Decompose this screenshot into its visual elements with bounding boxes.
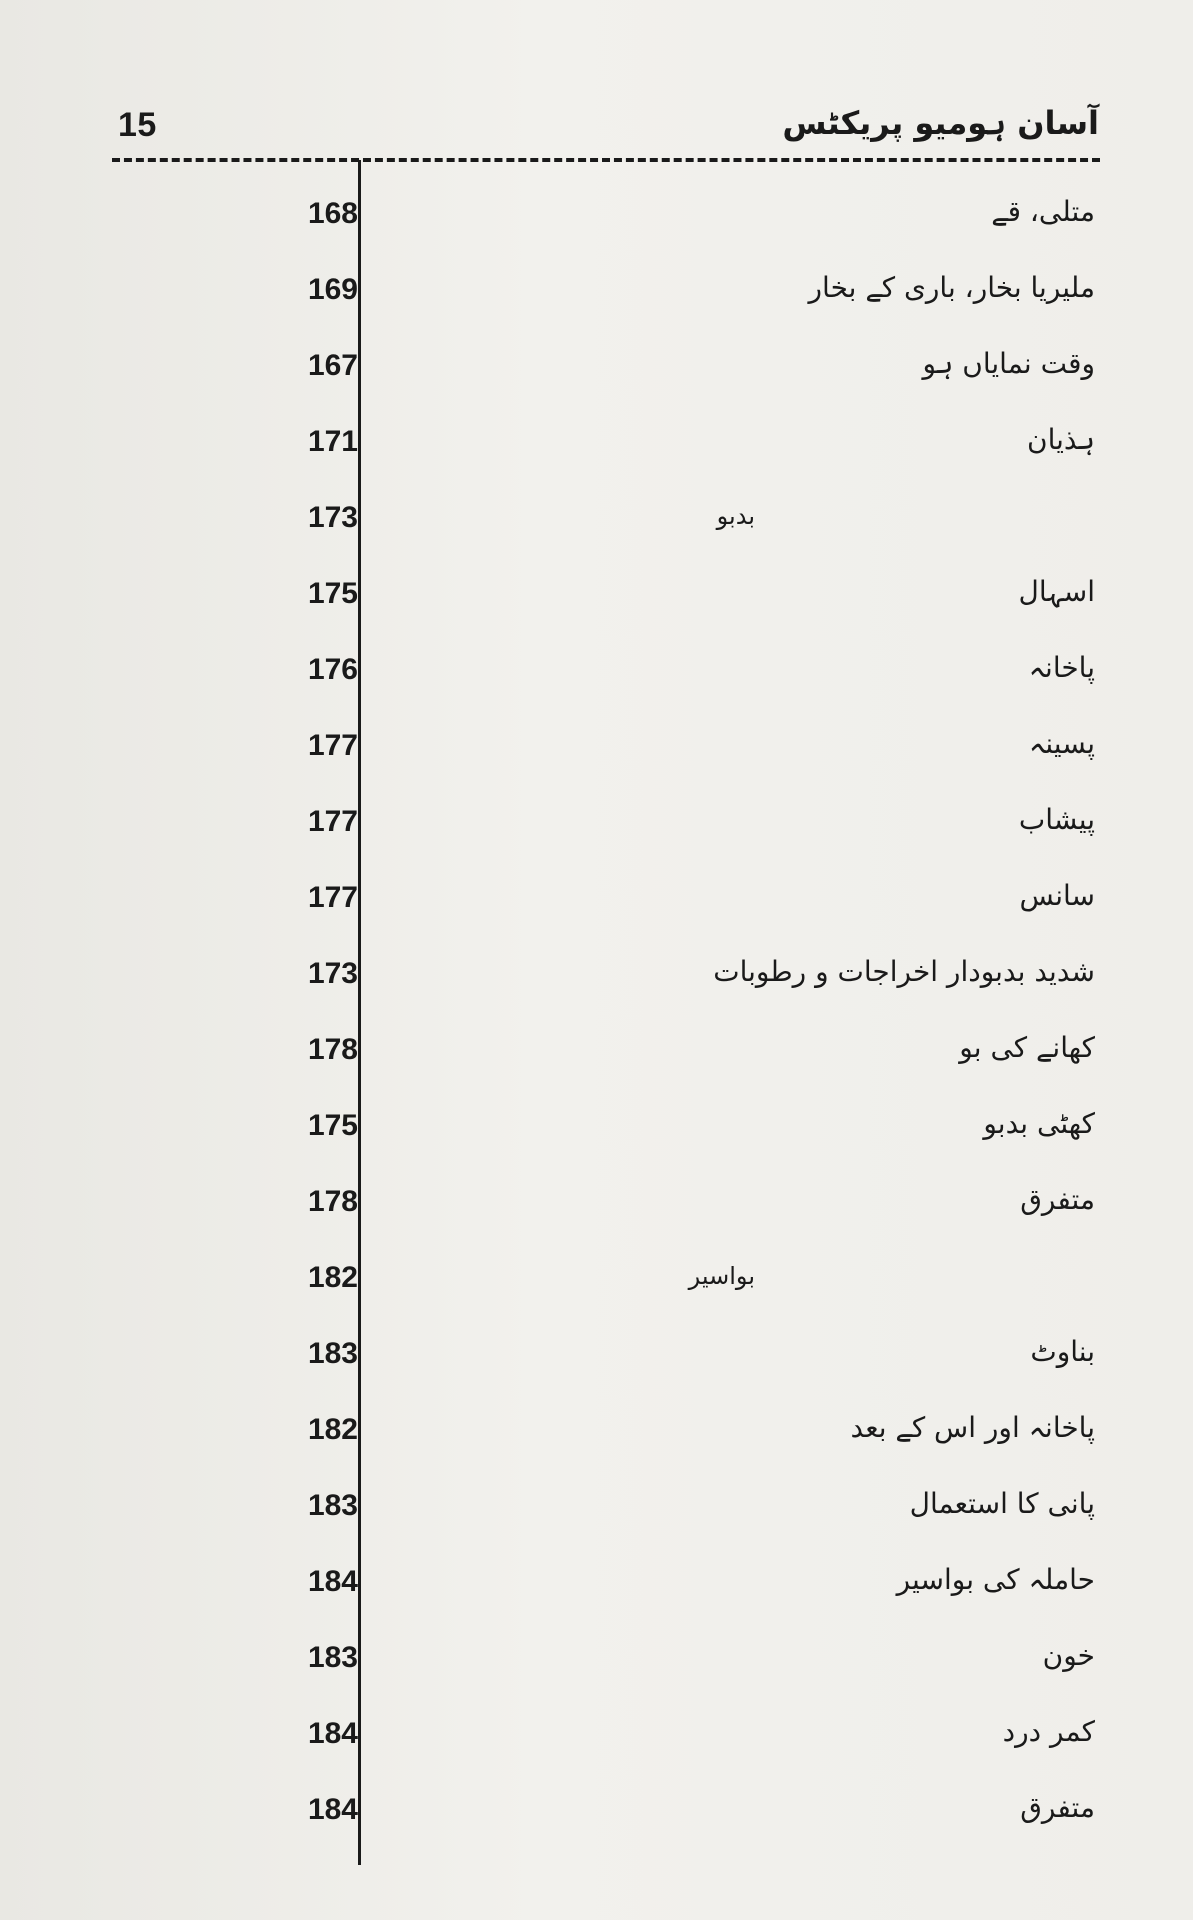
index-entry-page: 184 [307, 1565, 358, 1598]
index-entry-page: 175 [307, 577, 358, 610]
index-entry-page: 173 [307, 501, 358, 534]
index-entry-page: 169 [307, 273, 358, 306]
index-entry-page: 183 [307, 1489, 358, 1522]
index-entry-page: 178 [307, 1185, 358, 1218]
index-entry-page: 178 [307, 1033, 358, 1066]
index-entry-text: بناوٹ [1030, 1335, 1095, 1368]
index-entry-text: کمر درد [1002, 1715, 1095, 1748]
index-row [0, 1478, 1193, 1538]
index-entry-text: متلی، قے [991, 195, 1095, 228]
index-entry-text: ہذیان [1027, 423, 1095, 456]
index-entry-text: پسینہ [1028, 727, 1095, 760]
index-entry-text: پاخانہ اور اس کے بعد [850, 1411, 1095, 1444]
index-row [0, 338, 1193, 398]
index-entry-text: پاخانہ [1028, 651, 1095, 684]
index-row [0, 414, 1193, 474]
index-row [0, 1098, 1193, 1158]
index-entry-page: 177 [307, 729, 358, 762]
index-row [0, 946, 1193, 1006]
index-entry-page: 176 [307, 653, 358, 686]
index-row [0, 566, 1193, 626]
index-entry-page: 184 [307, 1717, 358, 1750]
index-row [0, 262, 1193, 322]
index-entry-text: سانس [1019, 879, 1095, 912]
index-row [0, 1630, 1193, 1690]
index-section-heading: بدبو [716, 502, 755, 530]
index-entry-text: متفرق [1020, 1791, 1095, 1824]
index-entry-page: 182 [307, 1413, 358, 1446]
index-entry-page: 182 [307, 1261, 358, 1294]
index-entry-page: 177 [307, 805, 358, 838]
index-entry-page: 168 [307, 197, 358, 230]
index-entry-page: 183 [307, 1641, 358, 1674]
index-entry-text: ملیریا بخار، باری کے بخار [808, 271, 1095, 304]
index-entry-page: 171 [307, 425, 358, 458]
index-row [0, 1782, 1193, 1842]
index-entry-page: 183 [307, 1337, 358, 1370]
index-row [0, 1554, 1193, 1614]
index-entry-text: خون [1042, 1639, 1095, 1672]
index-row [0, 186, 1193, 246]
index-entry-text: پیشاب [1018, 803, 1095, 836]
index-entry-text: وقت نمایاں ہو [922, 347, 1095, 380]
index-entry-text: متفرق [1020, 1183, 1095, 1216]
index-row [0, 870, 1193, 930]
index-entry-page: 175 [307, 1109, 358, 1142]
index-entry-text: کھانے کی بو [959, 1031, 1095, 1064]
index-section-heading: بواسیر [688, 1262, 755, 1290]
index-row [0, 794, 1193, 854]
index-entry-text: اسہال [1018, 575, 1095, 608]
index-entry-text: پانی کا استعمال [909, 1487, 1095, 1520]
index-entry-text: کھٹی بدبو [983, 1107, 1095, 1140]
index-row [0, 1022, 1193, 1082]
index-entry-page: 177 [307, 881, 358, 914]
page-number: 15 [118, 106, 157, 144]
index-entry-page: 167 [307, 349, 358, 382]
index-entry-page: 173 [307, 957, 358, 990]
index-row [0, 642, 1193, 702]
index-row [0, 1706, 1193, 1766]
index-entry-text: شدید بدبودار اخراجات و رطوبات [713, 955, 1095, 988]
index-row [0, 1326, 1193, 1386]
index-row [0, 490, 1193, 550]
index-row [0, 1174, 1193, 1234]
index-row [0, 718, 1193, 778]
index-entry-page: 184 [307, 1793, 358, 1826]
index-row [0, 1250, 1193, 1310]
book-title: آسان ہومیو پریکٹس [782, 104, 1099, 142]
index-entry-text: حاملہ کی بواسیر [896, 1563, 1095, 1596]
header-divider [112, 158, 1100, 162]
index-row [0, 1402, 1193, 1462]
